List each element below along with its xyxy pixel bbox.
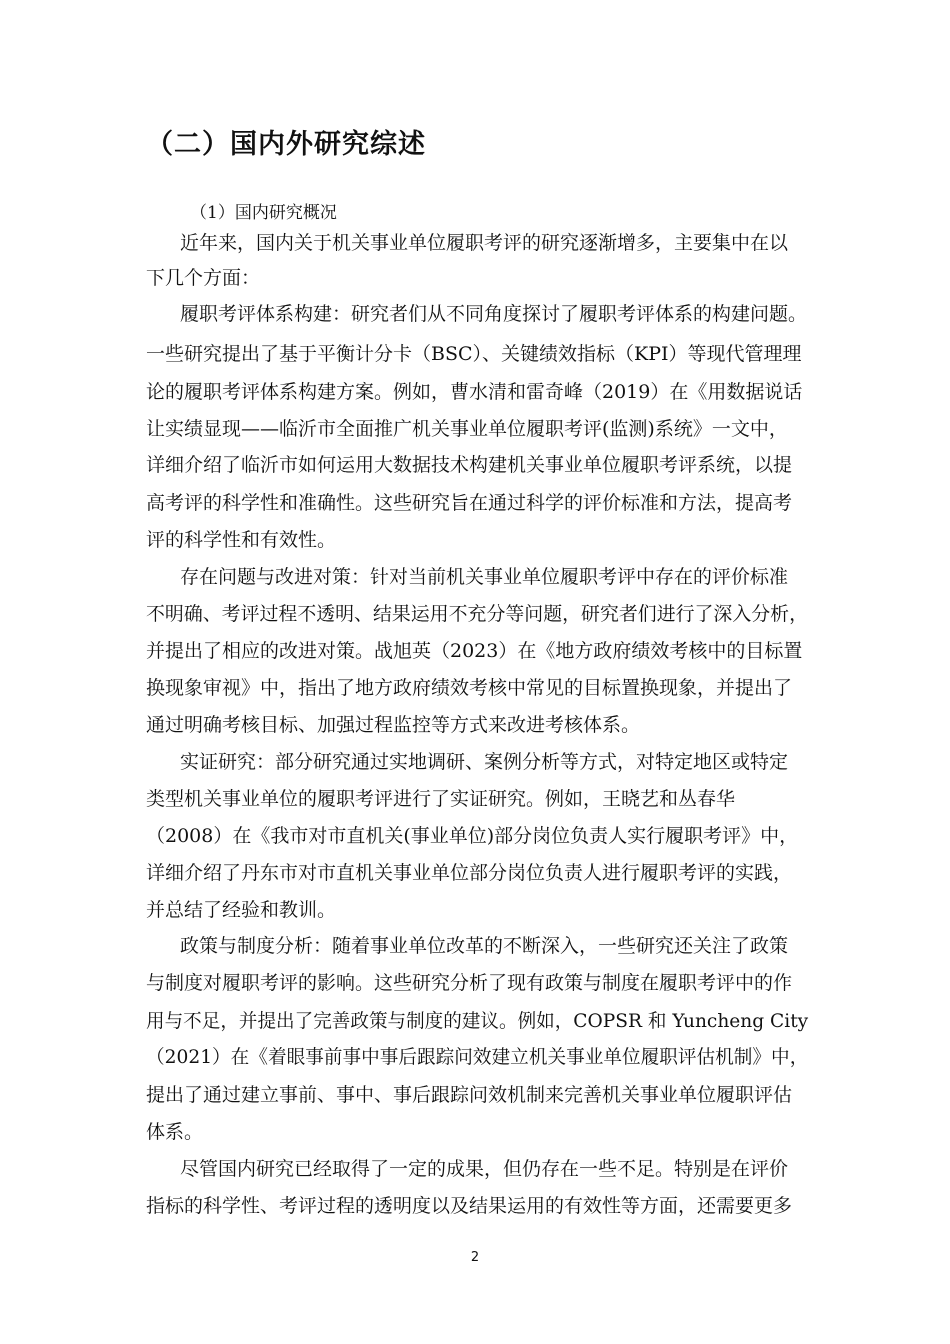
body-line: （2021）在《着眼事前事中事后跟踪问效建立机关事业单位履职评估机制》中， [146,1046,809,1068]
body-line: 履职考评体系构建：研究者们从不同角度探讨了履职考评体系的构建问题。 [180,303,808,325]
body-line: 实证研究：部分研究通过实地调研、案例分析等方式，对特定地区或特定 [180,751,789,773]
body-line: 近年来，国内关于机关事业单位履职考评的研究逐渐增多，主要集中在以 [180,232,789,254]
body-line: 高考评的科学性和准确性。这些研究旨在通过科学的评价标准和方法，提高考 [146,492,793,514]
body-line: 指标的科学性、考评过程的透明度以及结果运用的有效性等方面，还需要更多 [146,1195,793,1217]
page-number: 2 [470,1250,480,1265]
body-line: 体系。 [146,1121,204,1143]
body-line: 尽管国内研究已经取得了一定的成果，但仍存在一些不足。特别是在评价 [180,1158,789,1180]
body-line: 论的履职考评体系构建方案。例如，曹水清和雷奇峰（2019）在《用数据说话 [146,381,803,403]
body-line: 一些研究提出了基于平衡计分卡（BSC）、关键绩效指标（KPI）等现代管理理 [146,343,802,365]
body-line: 让实绩显现——临沂市全面推广机关事业单位履职考评(监测)系统》一文中， [146,418,788,440]
body-line: 提出了通过建立事前、事中、事后跟踪问效机制来完善机关事业单位履职评估 [146,1084,793,1106]
body-line: 并总结了经验和教训。 [146,899,337,921]
body-line: 详细介绍了丹东市对市直机关事业单位部分岗位负责人进行履职考评的实践， [146,862,793,884]
body-line: 下几个方面： [146,267,261,289]
body-line: 不明确、考评过程不透明、结果运用不充分等问题，研究者们进行了深入分析， [146,603,809,625]
body-line: 与制度对履职考评的影响。这些研究分析了现有政策与制度在履职考评中的作 [146,972,793,994]
body-line: 通过明确考核目标、加强过程监控等方式来改进考核体系。 [146,714,641,736]
body-line: 用与不足，并提出了完善政策与制度的建议。例如，COPSR 和 Yuncheng City [146,1010,809,1032]
body-line: 并提出了相应的改进对策。战旭英（2023）在《地方政府绩效考核中的目标置 [146,640,803,662]
body-line: 政策与制度分析：随着事业单位改革的不断深入，一些研究还关注了政策 [180,935,789,957]
body-line: 类型机关事业单位的履职考评进行了实证研究。例如，王晓艺和丛春华 [146,788,736,810]
body-line: 存在问题与改进对策：针对当前机关事业单位履职考评中存在的评价标准 [180,566,789,588]
body-line: 详细介绍了临沂市如何运用大数据技术构建机关事业单位履职考评系统，以提 [146,454,793,476]
section-heading: （二）国内外研究综述 [146,129,426,160]
body-line: 评的科学性和有效性。 [146,529,337,551]
subsection-heading: （1）国内研究概况 [190,203,337,223]
body-line: 换现象审视》中，指出了地方政府绩效考核中常见的目标置换现象，并提出了 [146,677,793,699]
body-line: （2008）在《我市对市直机关(事业单位)部分岗位负责人实行履职考评》中， [146,825,799,847]
